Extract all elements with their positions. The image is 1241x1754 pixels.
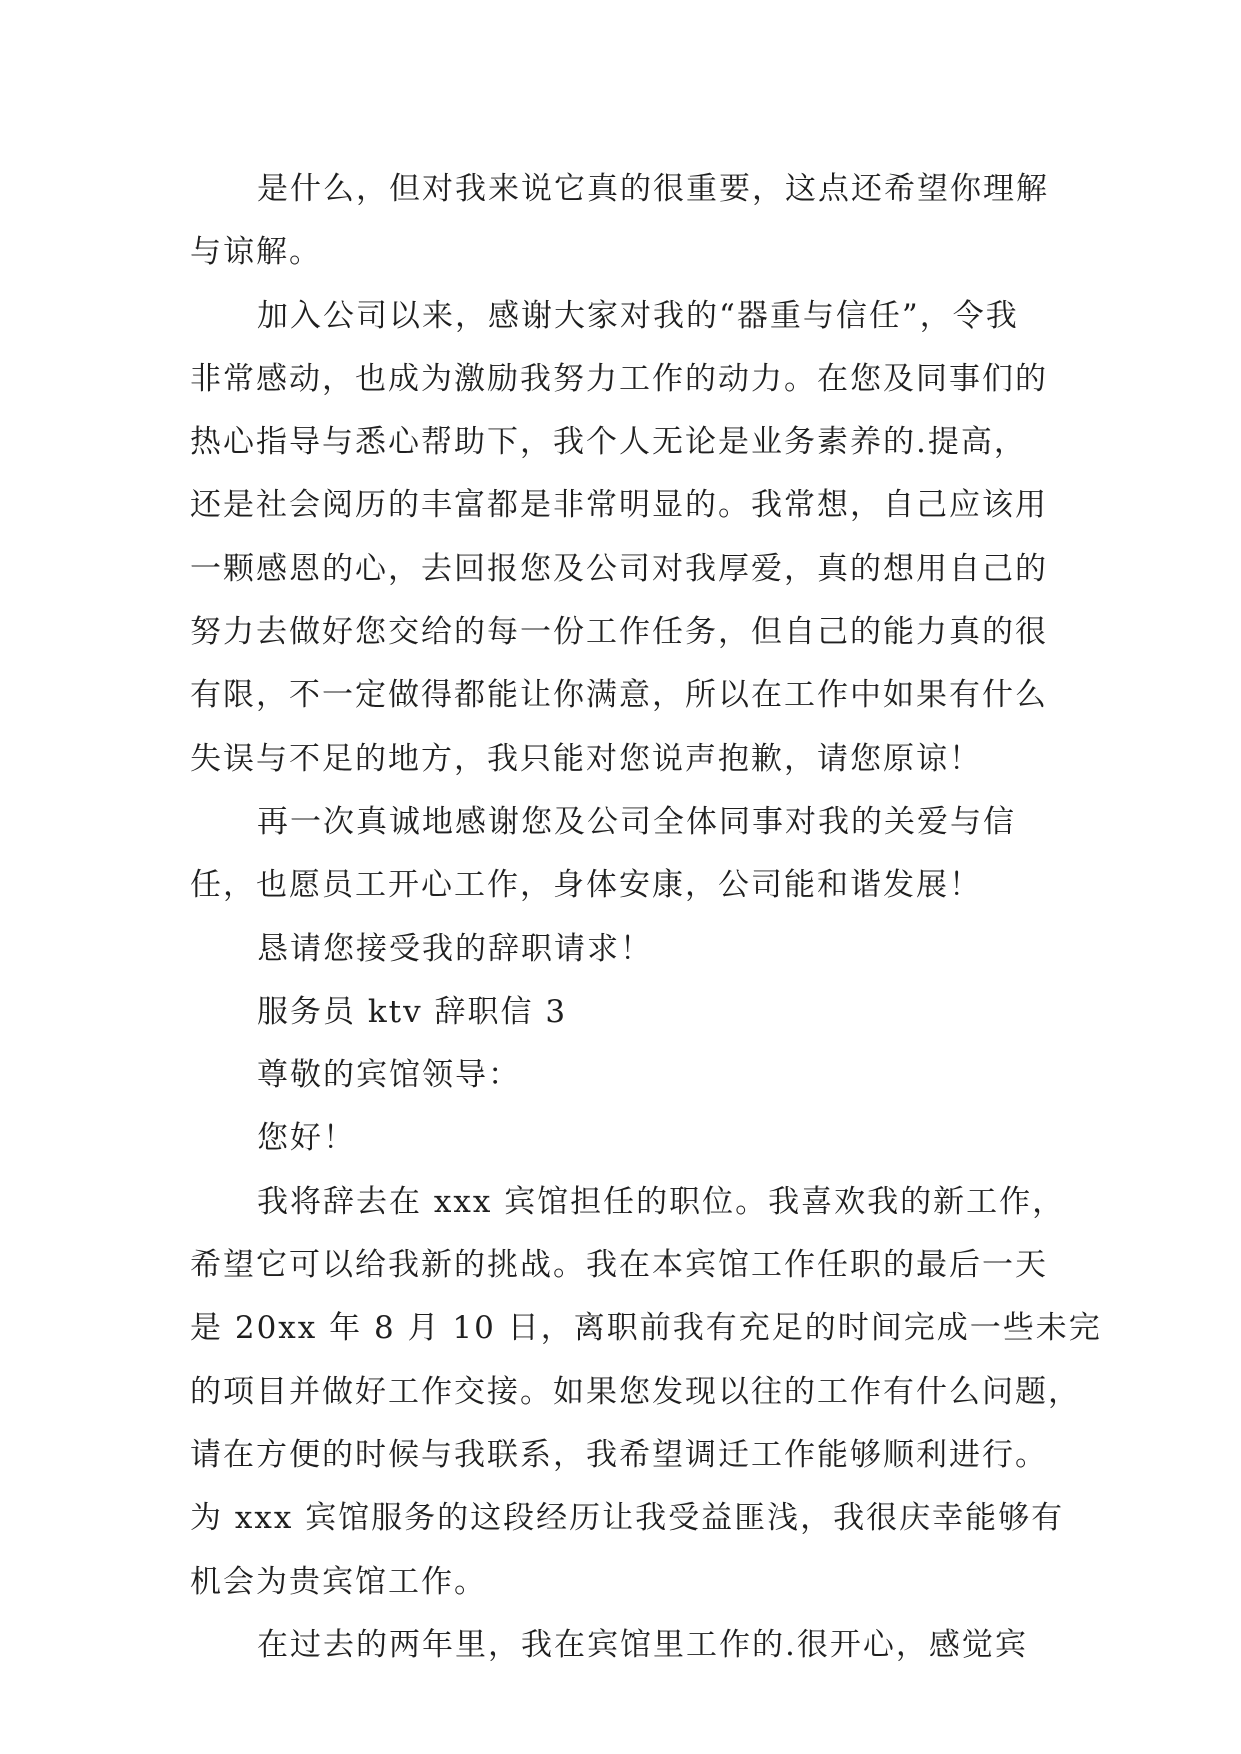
document-body	[190, 158, 1102, 1677]
text-line: 是什么，但对我来说它真的很重要，这点还希望你理解	[257, 171, 1049, 207]
text-line: 一颗感恩的心，去回报您及公司对我厚爱，真的想用自己的	[190, 550, 1048, 587]
text-line: 任，也愿员工开心工作，身体安康，公司能和谐发展！	[190, 867, 982, 904]
text-line: 您好！	[257, 1120, 356, 1157]
text-line: 热心指导与悉心帮助下，我个人无论是业务素养的.提高，	[190, 424, 1027, 461]
text-line: 尊敬的宾馆领导：	[257, 1057, 521, 1094]
text-line: 服务员 ktv 辞职信 3	[257, 993, 568, 1030]
text-line: 请在方便的时候与我联系，我希望调迁工作能够顺利进行。	[190, 1436, 1048, 1473]
text-line: 为 xxx 宾馆服务的这段经历让我受益匪浅，我很庆幸能够有	[190, 1500, 1065, 1537]
text-line: 加入公司以来，感谢大家对我的“器重与信任”，令我	[257, 297, 1019, 334]
text-line: 努力去做好您交给的每一份工作任务，但自己的能力真的很	[190, 614, 1048, 651]
text-line: 在过去的两年里，我在宾馆里工作的.很开心，感觉宾	[257, 1626, 1028, 1663]
text-line: 有限，不一定做得都能让你满意，所以在工作中如果有什么	[190, 677, 1048, 714]
text-line: 机会为贵宾馆工作。	[190, 1563, 487, 1600]
text-line: 是 20xx 年 8 月 10 日，离职前我有充足的时间完成一些未完	[190, 1310, 1102, 1347]
text-line: 失误与不足的地方，我只能对您说声抱歉，请您原谅！	[190, 740, 982, 777]
text-line: 我将辞去在 xxx 宾馆担任的职位。我喜欢我的新工作，	[257, 1183, 1066, 1220]
text-line: 恳请您接受我的辞职请求！	[257, 930, 653, 967]
text-line: 非常感动，也成为激励我努力工作的动力。在您及同事们的	[190, 360, 1048, 397]
text-line: 的项目并做好工作交接。如果您发现以往的工作有什么问题，	[190, 1373, 1081, 1410]
text-line: 希望它可以给我新的挑战。我在本宾馆工作任职的最后一天	[190, 1247, 1048, 1284]
text-line: 还是社会阅历的丰富都是非常明显的。我常想，自己应该用	[190, 487, 1048, 524]
text-line: 与谅解。	[190, 234, 322, 271]
text-line: 再一次真诚地感谢您及公司全体同事对我的关爱与信	[257, 803, 1016, 840]
